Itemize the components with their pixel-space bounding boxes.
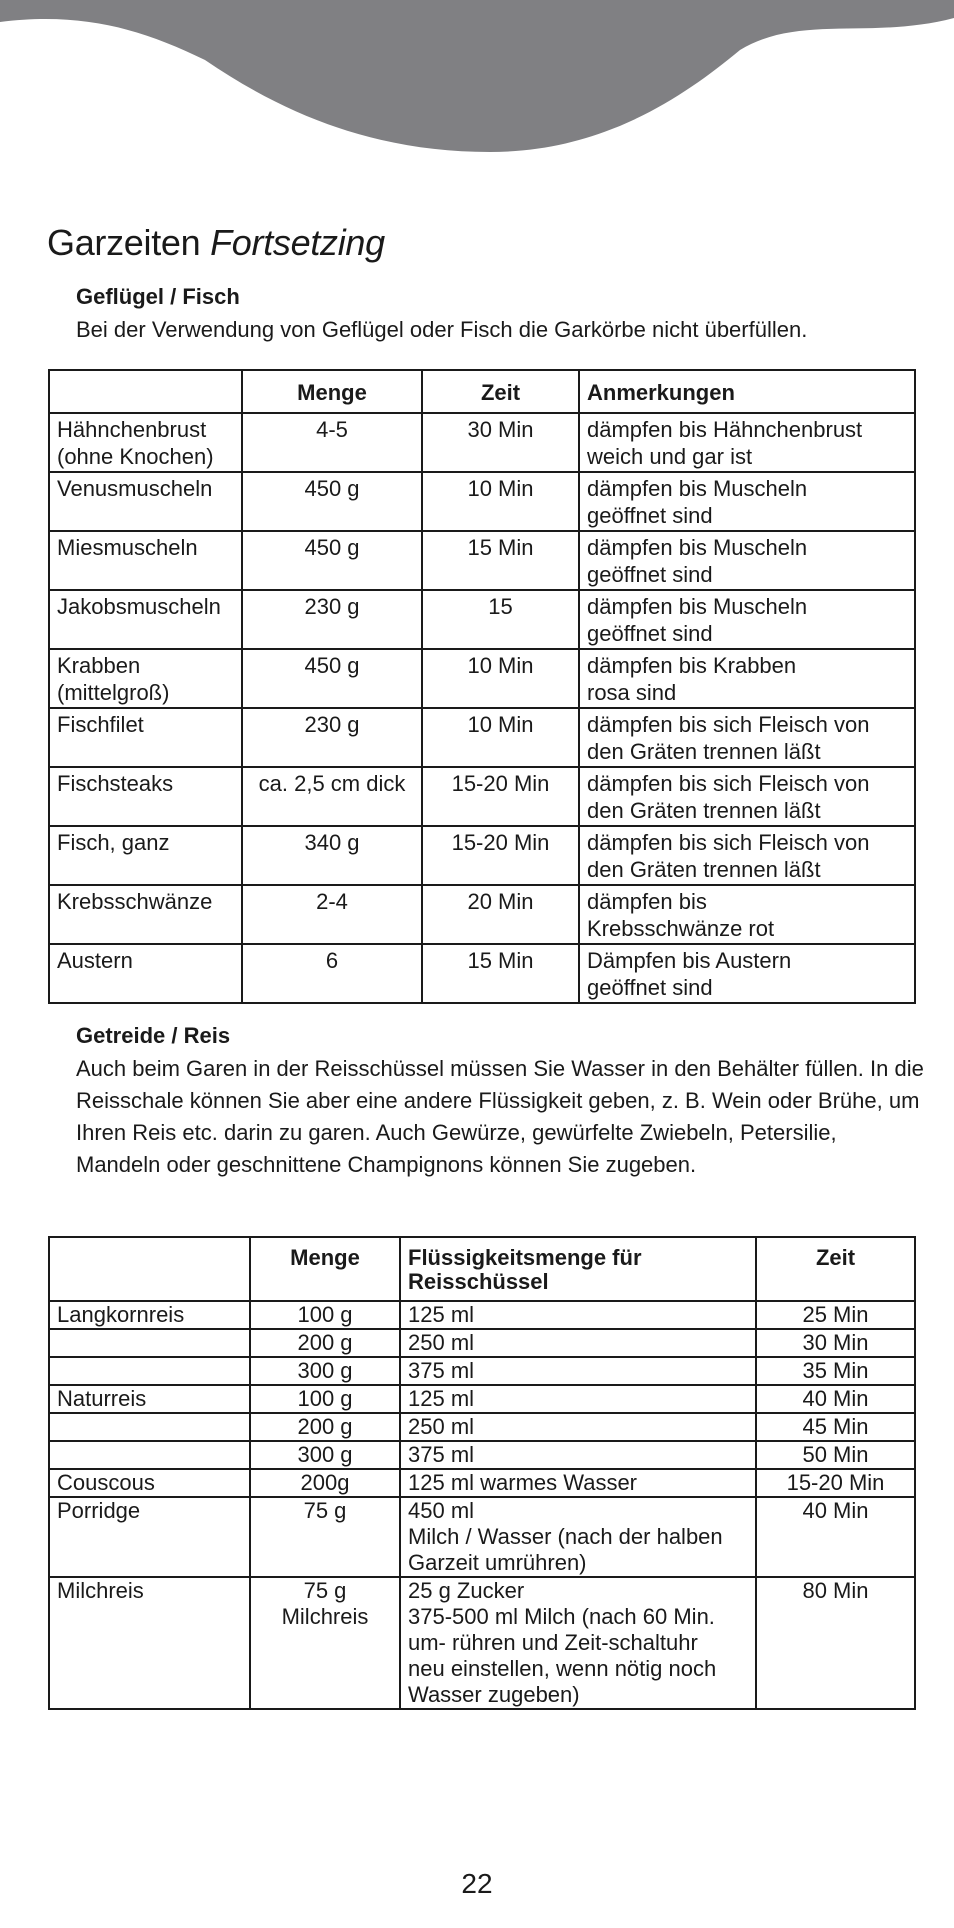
cell-menge: 450 g [242,649,422,708]
table-row [49,531,915,590]
page-title-main: Garzeiten [47,222,201,263]
cell-item: Venusmuscheln [49,472,242,531]
table-row [49,1469,915,1497]
cell-menge: 4-5 [242,413,422,472]
cell-item [49,1329,250,1357]
cell-menge: 450 g [242,531,422,590]
table-row [49,1385,915,1413]
cell-item: Fisch, ganz [49,826,242,885]
cell-menge: 200g [250,1469,400,1497]
cell-anmerkung: dämpfen bis Muscheln geöffnet sind [579,531,915,590]
cell-menge: 200 g [250,1413,400,1441]
cell-item [49,1357,250,1385]
cell-zeit: 10 Min [422,708,579,767]
column-header-menge: Menge [242,370,422,413]
cell-zeit: 40 Min [756,1385,915,1413]
cell-item: Miesmuscheln [49,531,242,590]
cell-fluessigkeitsmenge: 125 ml [400,1301,756,1329]
cell-item: Krabben (mittelgroß) [49,649,242,708]
cell-fluessigkeitsmenge: 250 ml [400,1329,756,1357]
cell-menge: 6 [242,944,422,1003]
cell-item: Langkornreis [49,1301,250,1329]
cell-item: Milchreis [49,1577,250,1709]
cell-zeit: 25 Min [756,1301,915,1329]
cell-anmerkung: dämpfen bis sich Fleisch von den Gräten trennen läßt [579,708,915,767]
table-row [49,1497,915,1577]
table-row [49,767,915,826]
cell-zeit: 15 [422,590,579,649]
cell-item: Hähnchenbrust (ohne Knochen) [49,413,242,472]
cell-menge: 75 g Milchreis [250,1577,400,1709]
cell-item: Jakobsmuscheln [49,590,242,649]
cell-menge: 2-4 [242,885,422,944]
table-row [49,708,915,767]
cell-zeit: 30 Min [422,413,579,472]
cell-fluessigkeitsmenge: 250 ml [400,1413,756,1441]
cell-fluessigkeitsmenge: 450 ml Milch / Wasser (nach der halben Garzeit umrühren) [400,1497,756,1577]
column-header-anmerkungen: Anmerkungen [579,370,915,413]
cell-zeit: 15-20 Min [422,826,579,885]
cell-anmerkung: Dämpfen bis Austern geöffnet sind [579,944,915,1003]
table-row [49,472,915,531]
cell-zeit: 80 Min [756,1577,915,1709]
table-row [49,1413,915,1441]
cell-item: Naturreis [49,1385,250,1413]
cell-zeit: 15-20 Min [422,767,579,826]
cell-zeit: 15 Min [422,531,579,590]
column-header-menge: Menge [250,1237,400,1301]
cell-item: Austern [49,944,242,1003]
cell-menge: 100 g [250,1385,400,1413]
cell-menge: 300 g [250,1441,400,1469]
column-header-fluessigkeitsmenge: Flüssigkeitsmenge für Reisschüssel [400,1237,756,1301]
cell-menge: 230 g [242,708,422,767]
page-number: 22 [461,1868,493,1899]
cell-anmerkung: dämpfen bis sich Fleisch von den Gräten trennen läßt [579,767,915,826]
cell-fluessigkeitsmenge: 125 ml warmes Wasser [400,1469,756,1497]
table-row [49,826,915,885]
table-row [49,1357,915,1385]
cell-anmerkung: dämpfen bis Muscheln geöffnet sind [579,590,915,649]
cell-zeit: 10 Min [422,472,579,531]
table-row [49,1301,915,1329]
cell-zeit: 10 Min [422,649,579,708]
column-header-zeit: Zeit [422,370,579,413]
column-header-zeit: Zeit [756,1237,915,1301]
column-header-item [49,1237,250,1301]
cell-zeit: 15 Min [422,944,579,1003]
cell-fluessigkeitsmenge: 375 ml [400,1357,756,1385]
table-row [49,649,915,708]
cell-zeit: 30 Min [756,1329,915,1357]
cell-anmerkung: dämpfen bis Muscheln geöffnet sind [579,472,915,531]
cell-zeit: 15-20 Min [756,1469,915,1497]
cell-fluessigkeitsmenge: 375 ml [400,1441,756,1469]
table-row [49,1441,915,1469]
cell-menge: 200 g [250,1329,400,1357]
cell-menge: ca. 2,5 cm dick [242,767,422,826]
section-intro-gefluegel-fisch: Bei der Verwendung von Geflügel oder Fisch die Garkörbe nicht überfüllen. [76,317,808,342]
cell-anmerkung: dämpfen bis Krebsschwänze rot [579,885,915,944]
section-title-gefluegel-fisch: Geflügel / Fisch [76,284,240,309]
cell-item [49,1441,250,1469]
cell-zeit: 50 Min [756,1441,915,1469]
table-row [49,944,915,1003]
section-title-getreide-reis: Getreide / Reis [76,1023,231,1048]
cell-menge: 75 g [250,1497,400,1577]
cell-item: Fischsteaks [49,767,242,826]
section-intro-getreide-reis: Auch beim Garen in der Reisschüssel müssen Sie Wasser in den Behälter füllen. In die Reisschale können Sie aber eine andere Flüssigkeit geben, z. B. Wein oder Brühe, um Ihren Reis etc. darin zu garen. Auch Gewürze, gewürfelte Zwiebeln, Petersilie, Mandeln oder geschnittene Champignons können Sie zugeben. [76,1056,924,1177]
table-header-row [49,370,915,413]
table-row [49,413,915,472]
cell-zeit: 35 Min [756,1357,915,1385]
table-header-row [49,1237,915,1301]
table-row [49,885,915,944]
cell-menge: 340 g [242,826,422,885]
cell-anmerkung: dämpfen bis Hähnchenbrust weich und gar ist [579,413,915,472]
cell-fluessigkeitsmenge: 25 g Zucker 375-500 ml Milch (nach 60 Min. um- rühren und Zeit-schaltuhr neu einstellen, wenn nötig noch Wasser zugeben) [400,1577,756,1709]
cell-zeit: 45 Min [756,1413,915,1441]
cell-item: Krebsschwänze [49,885,242,944]
cell-item: Porridge [49,1497,250,1577]
table-row [49,1329,915,1357]
table-row [49,1577,915,1709]
cell-menge: 100 g [250,1301,400,1329]
cell-menge: 450 g [242,472,422,531]
page-title-italic: Fortsetzing [210,222,385,263]
column-header-item [49,370,242,413]
cell-item [49,1413,250,1441]
gefluegel-fisch-table [48,369,916,1004]
cell-zeit: 40 Min [756,1497,915,1577]
cell-item: Fischfilet [49,708,242,767]
table-row [49,590,915,649]
page-title [47,222,385,264]
cell-zeit: 20 Min [422,885,579,944]
getreide-reis-table [48,1236,916,1710]
cell-anmerkung: dämpfen bis Krabben rosa sind [579,649,915,708]
cell-fluessigkeitsmenge: 125 ml [400,1385,756,1413]
cell-item: Couscous [49,1469,250,1497]
cell-anmerkung: dämpfen bis sich Fleisch von den Gräten trennen läßt [579,826,915,885]
cell-menge: 300 g [250,1357,400,1385]
cell-menge: 230 g [242,590,422,649]
header-wave-decoration [0,0,954,160]
